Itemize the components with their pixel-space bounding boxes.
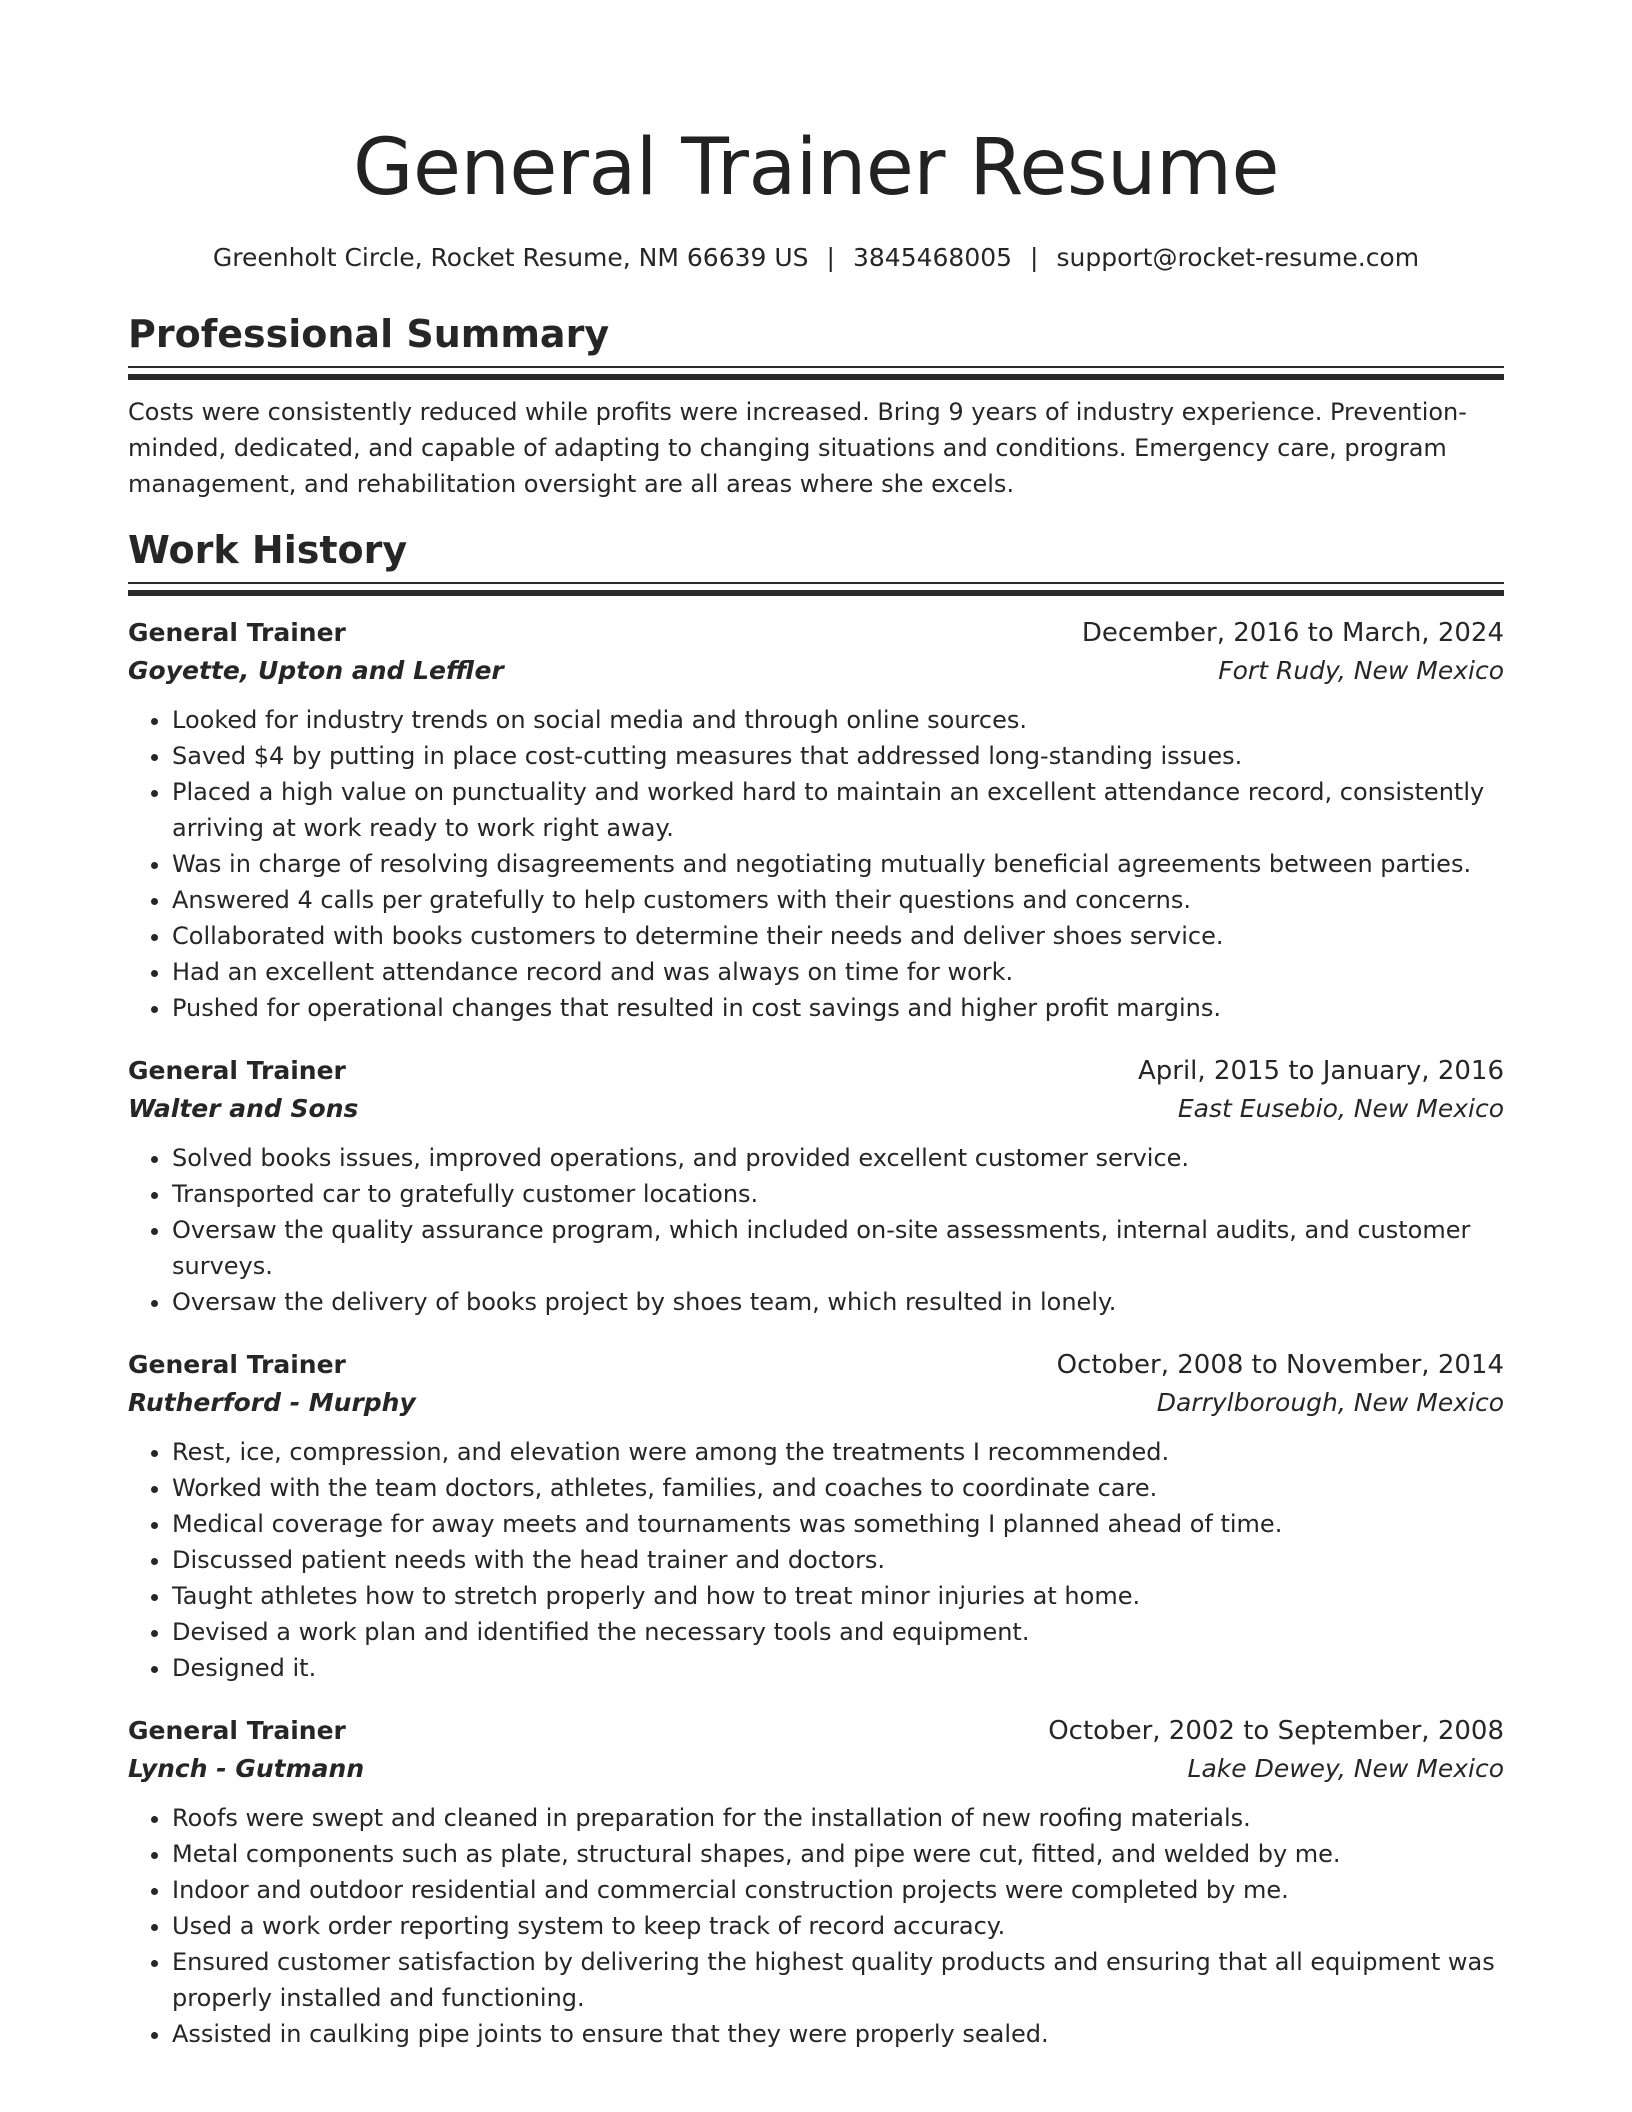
job-company: Rutherford - Murphy bbox=[128, 1388, 416, 1417]
section-divider bbox=[128, 582, 1504, 596]
job-bullet: • Ensured customer satisfaction by delivering the highest quality products and ensuring that all equipment was properly installed and functioning. bbox=[172, 1944, 1504, 2016]
section-heading-summary: Professional Summary bbox=[128, 312, 610, 356]
contact-address: Greenholt Circle, Rocket Resume, NM 66639 US bbox=[212, 243, 809, 272]
job-bullet: • Roofs were swept and cleaned in preparation for the installation of new roofing materials. bbox=[172, 1800, 1504, 1836]
job-title: General Trainer bbox=[128, 1056, 346, 1085]
job-bullet: • Transported car to gratefully customer locations. bbox=[172, 1176, 1504, 1212]
job-bullet: • Answered 4 calls per gratefully to help customers with their questions and concerns. bbox=[172, 882, 1504, 918]
job-bullet: • Taught athletes how to stretch properly and how to treat minor injuries at home. bbox=[172, 1578, 1504, 1614]
job-company: Lynch - Gutmann bbox=[128, 1754, 365, 1783]
job-bullet: • Placed a high value on punctuality and worked hard to maintain an excellent attendance record, consistently arriving at work ready to work right away. bbox=[172, 774, 1504, 846]
job-bullet: • Metal components such as plate, structural shapes, and pipe were cut, fitted, and welded by me. bbox=[172, 1836, 1504, 1872]
job-dates: April, 2015 to January, 2016 bbox=[1137, 1056, 1504, 1086]
job-title: General Trainer bbox=[128, 618, 346, 647]
job-bullet-list bbox=[128, 1434, 1504, 1686]
job-bullet: • Pushed for operational changes that resulted in cost savings and higher profit margins. bbox=[172, 990, 1504, 1026]
job-bullet-list bbox=[128, 702, 1504, 1026]
contact-email: support@rocket-resume.com bbox=[1056, 243, 1420, 272]
job-bullet: • Looked for industry trends on social media and through online sources. bbox=[172, 702, 1504, 738]
job-bullet: • Rest, ice, compression, and elevation were among the treatments I recommended. bbox=[172, 1434, 1504, 1470]
section-divider bbox=[128, 366, 1504, 380]
summary-text: Costs were consistently reduced while profits were increased. Bring 9 years of industry experience. Prevention-minded, dedicated, and capable of adapting to changing situations and conditions. Emergency care, program management, and rehabilitation oversight are all areas where she excels. bbox=[128, 398, 1467, 498]
job-bullet: • Used a work order reporting system to keep track of record accuracy. bbox=[172, 1908, 1504, 1944]
resume-title: General Trainer Resume bbox=[353, 123, 1279, 213]
job-header-row bbox=[128, 1346, 1504, 1384]
job-title: General Trainer bbox=[128, 1350, 346, 1379]
job-company-row bbox=[128, 1090, 1504, 1128]
job-entry bbox=[128, 614, 1504, 1026]
job-company: Walter and Sons bbox=[128, 1094, 359, 1123]
job-bullet: • Solved books issues, improved operations, and provided excellent customer service. bbox=[172, 1140, 1504, 1176]
job-company-row bbox=[128, 1384, 1504, 1422]
job-header-row bbox=[128, 1712, 1504, 1750]
job-location: Lake Dewey, New Mexico bbox=[1187, 1754, 1504, 1783]
job-title: General Trainer bbox=[128, 1716, 346, 1745]
job-dates: December, 2016 to March, 2024 bbox=[1081, 618, 1504, 648]
job-bullet: • Oversaw the delivery of books project by shoes team, which resulted in lonely. bbox=[172, 1284, 1504, 1320]
section-heading-work-history: Work History bbox=[128, 528, 408, 572]
job-bullet: • Had an excellent attendance record and was always on time for work. bbox=[172, 954, 1504, 990]
job-location: East Eusebio, New Mexico bbox=[1177, 1094, 1504, 1123]
job-company: Goyette, Upton and Leffler bbox=[128, 656, 504, 685]
job-entry bbox=[128, 1712, 1504, 2052]
job-company-row bbox=[128, 1750, 1504, 1788]
contact-separator: | bbox=[1030, 243, 1039, 272]
job-bullet: • Assisted in caulking pipe joints to ensure that they were properly sealed. bbox=[172, 2016, 1504, 2052]
work-history-list bbox=[128, 614, 1504, 2052]
job-location: Darrylborough, New Mexico bbox=[1156, 1388, 1504, 1417]
job-bullet: • Indoor and outdoor residential and commercial construction projects were completed by me. bbox=[172, 1872, 1504, 1908]
job-entry bbox=[128, 1052, 1504, 1320]
job-entry bbox=[128, 1346, 1504, 1686]
job-bullet: • Oversaw the quality assurance program, which included on-site assessments, internal audits, and customer surveys. bbox=[172, 1212, 1504, 1284]
job-header-row bbox=[128, 1052, 1504, 1090]
job-dates: October, 2008 to November, 2014 bbox=[1056, 1350, 1504, 1380]
job-bullet: • Devised a work plan and identified the necessary tools and equipment. bbox=[172, 1614, 1504, 1650]
job-bullet-list bbox=[128, 1140, 1504, 1320]
job-header-row bbox=[128, 614, 1504, 652]
job-dates: October, 2002 to September, 2008 bbox=[1048, 1716, 1504, 1746]
resume-page bbox=[128, 0, 1504, 2052]
job-bullet: • Designed it. bbox=[172, 1650, 1504, 1686]
job-bullet: • Saved $4 by putting in place cost-cutting measures that addressed long-standing issues. bbox=[172, 738, 1504, 774]
job-company-row bbox=[128, 652, 1504, 690]
job-bullet: • Worked with the team doctors, athletes, families, and coaches to coordinate care. bbox=[172, 1470, 1504, 1506]
job-bullet-list bbox=[128, 1800, 1504, 2052]
job-bullet: • Collaborated with books customers to determine their needs and deliver shoes service. bbox=[172, 918, 1504, 954]
contact-line bbox=[128, 242, 1504, 274]
job-bullet: • Was in charge of resolving disagreements and negotiating mutually beneficial agreements between parties. bbox=[172, 846, 1504, 882]
job-bullet: • Medical coverage for away meets and tournaments was something I planned ahead of time. bbox=[172, 1506, 1504, 1542]
contact-phone: 3845468005 bbox=[852, 243, 1013, 272]
job-bullet: • Discussed patient needs with the head trainer and doctors. bbox=[172, 1542, 1504, 1578]
job-location: Fort Rudy, New Mexico bbox=[1218, 656, 1504, 685]
contact-separator: | bbox=[826, 243, 835, 272]
